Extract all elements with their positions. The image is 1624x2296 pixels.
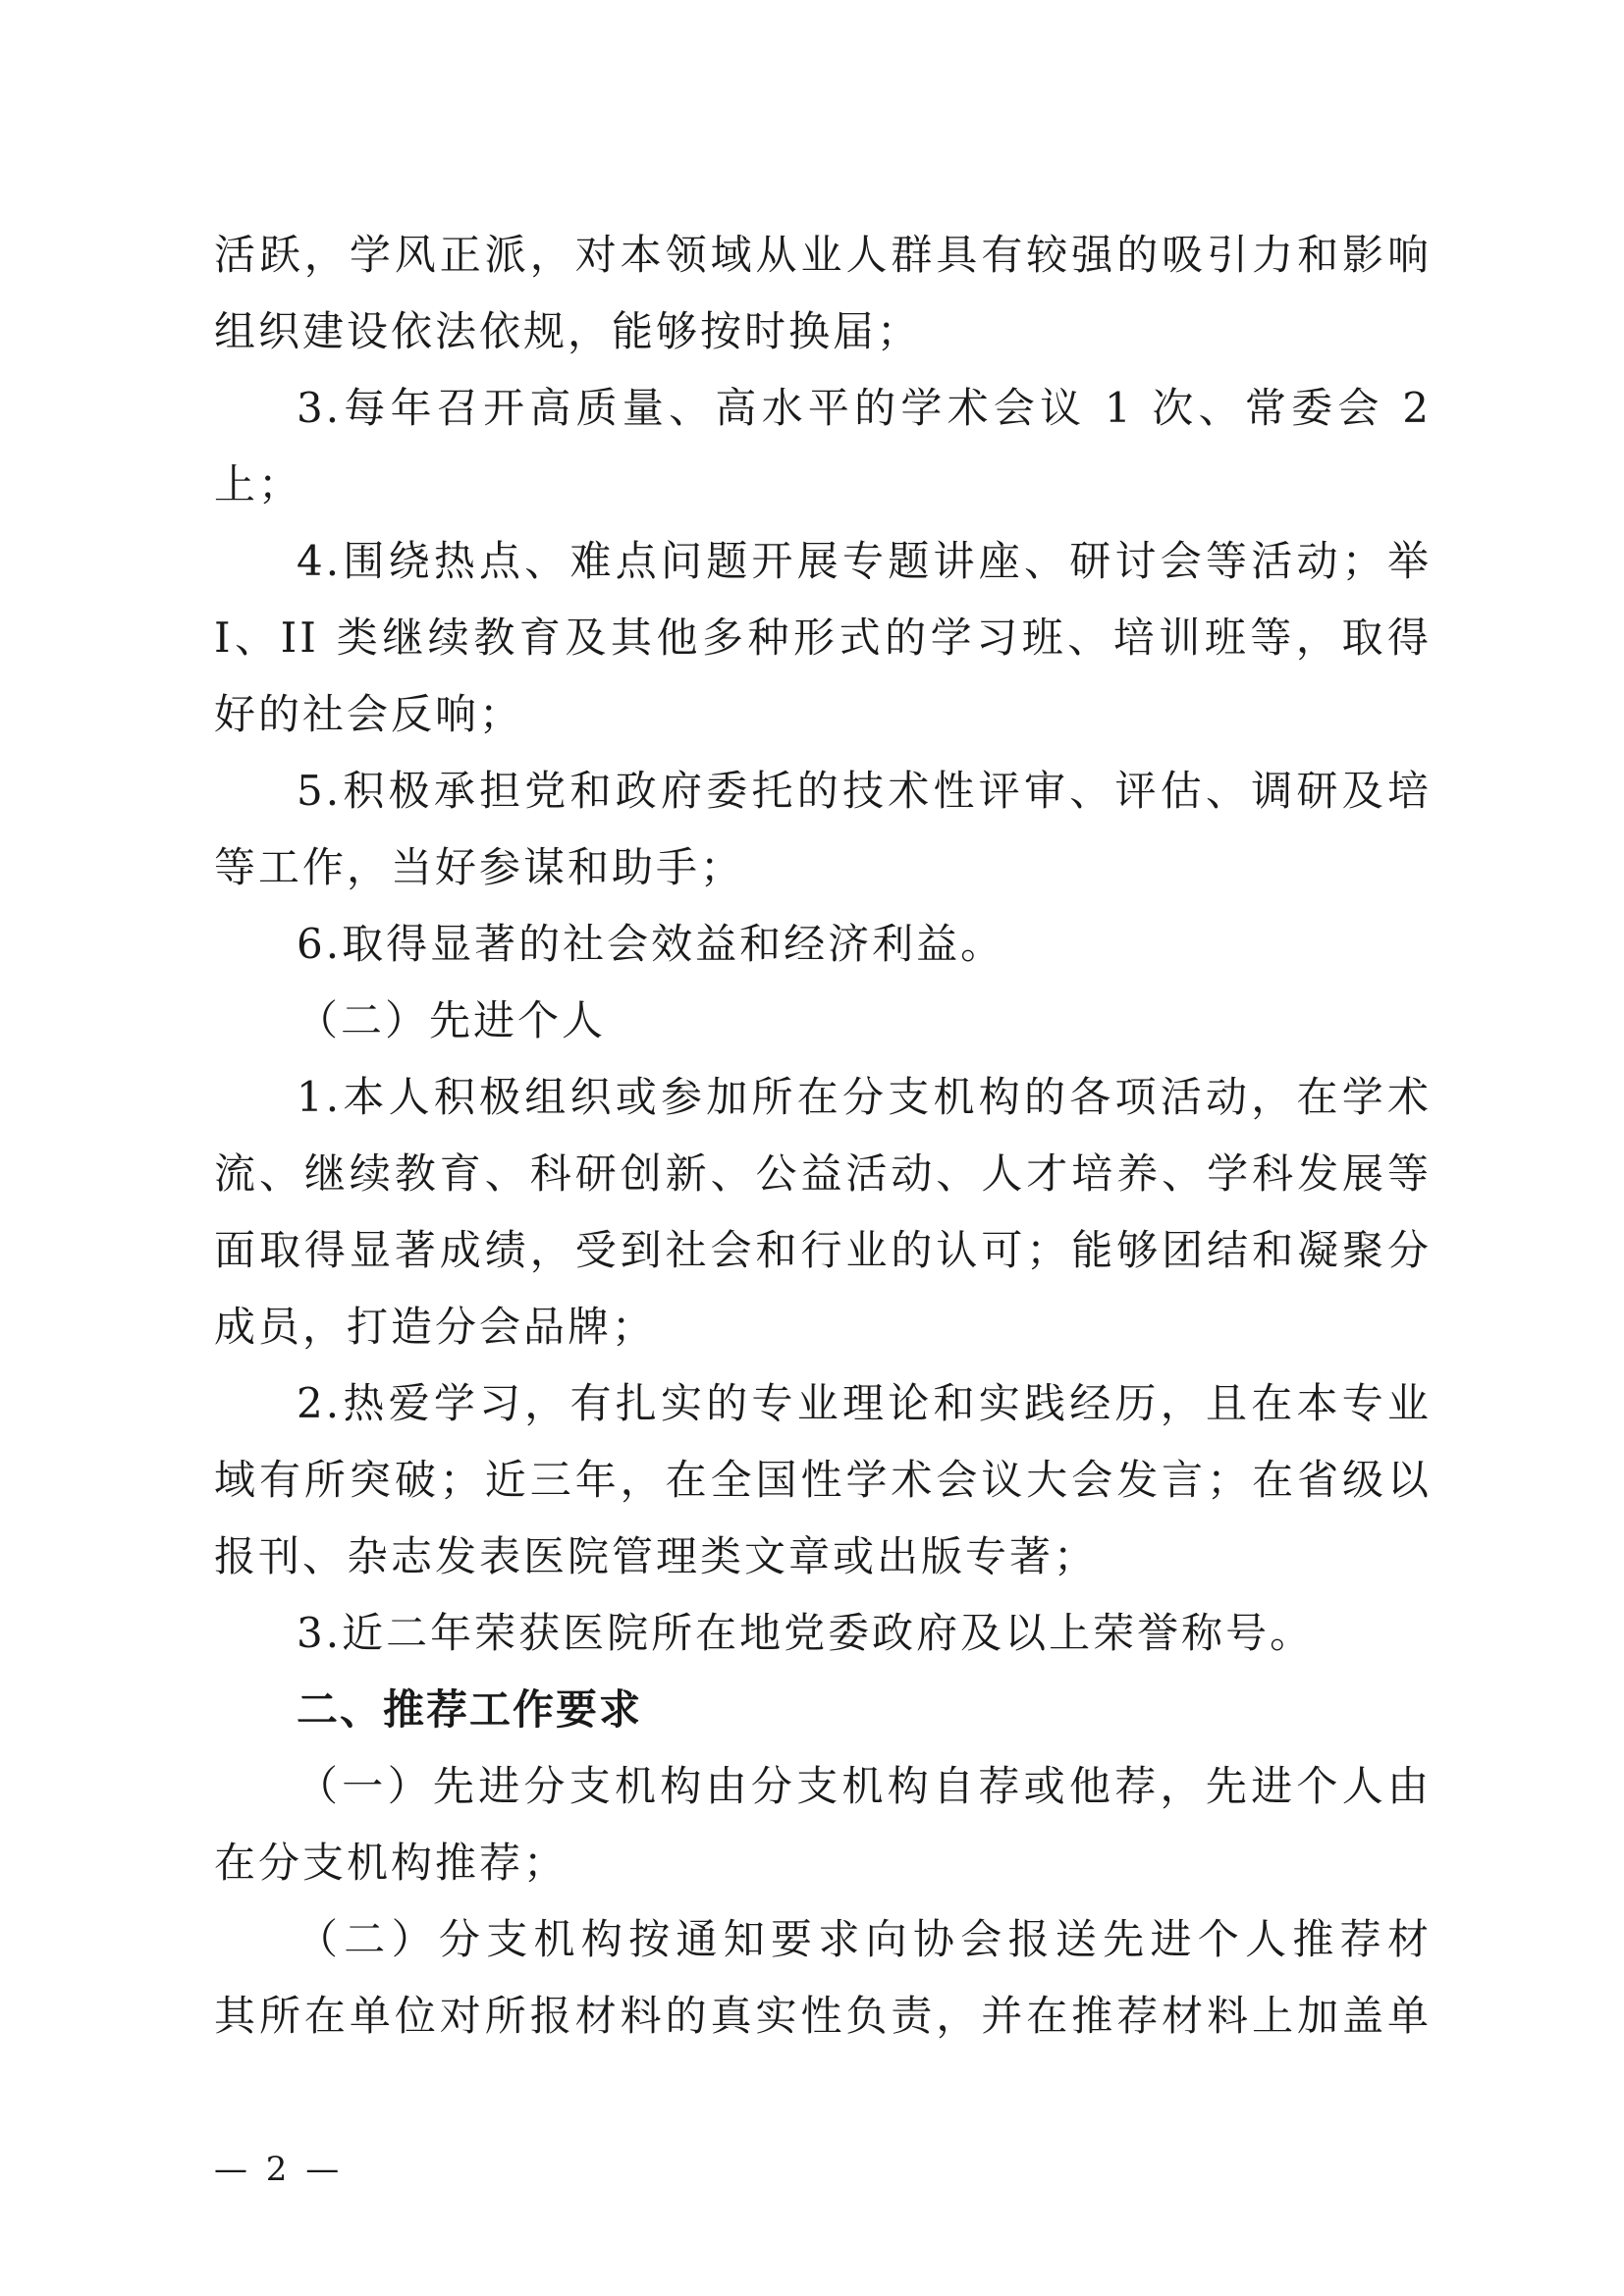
text-line: 活跃，学风正派，对本领域从业人群具有较强的吸引力和影响 [214,231,1432,279]
text-line: 上； [214,460,303,508]
page-number: — 2 — [214,2150,344,2189]
text-line: 流、继续教育、科研创新、公益活动、人才培养、学科发展等 [214,1149,1432,1198]
text-line: （一）先进分支机构由分支机构自荐或他荐，先进个人由 [297,1762,1432,1810]
text-line: 等工作，当好参谋和助手； [214,843,745,891]
text-line: 面取得显著成绩，受到社会和行业的认可；能够团结和凝聚分 [214,1226,1432,1274]
text-line: 4.围绕热点、难点问题开展专题讲座、研讨会等活动；举 [297,537,1432,585]
text-line: 其所在单位对所报材料的真实性负责，并在推荐材料上加盖单 [214,1992,1432,2040]
text-line: 6.取得显著的社会效益和经济利益。 [297,920,1005,968]
text-line: 1.本人积极组织或参加所在分支机构的各项活动，在学术 [297,1073,1432,1121]
text-line: 组织建设依法依规，能够按时换届； [214,307,922,355]
text-line: 在分支机构推荐； [214,1839,568,1887]
text-line: 好的社会反响； [214,690,524,738]
text-line: 3.近二年荣获医院所在地党委政府及以上荣誉称号。 [297,1609,1315,1657]
text-line: （二）分支机构按通知要求向协会报送先进个人推荐材 [297,1915,1432,1963]
text-line: 2.热爱学习，有扎实的专业理论和实践经历，且在本专业 [297,1379,1432,1427]
text-line: 报刊、杂志发表医院管理类文章或出版专著； [214,1532,1099,1580]
section-subheading: （二）先进个人 [297,996,607,1044]
text-line: 3.每年召开高质量、高水平的学术会议 1 次、常委会 2 [297,384,1432,432]
text-line: 成员，打造分会品牌； [214,1303,657,1351]
text-line: 5.积极承担党和政府委托的技术性评审、评估、调研及培 [297,767,1432,815]
text-line: 域有所突破；近三年，在全国性学术会议大会发言；在省级以 [214,1456,1432,1504]
text-line: I、II 类继续教育及其他多种形式的学习班、培训班等，取得 [214,614,1432,662]
section-heading: 二、推荐工作要求 [297,1685,643,1734]
